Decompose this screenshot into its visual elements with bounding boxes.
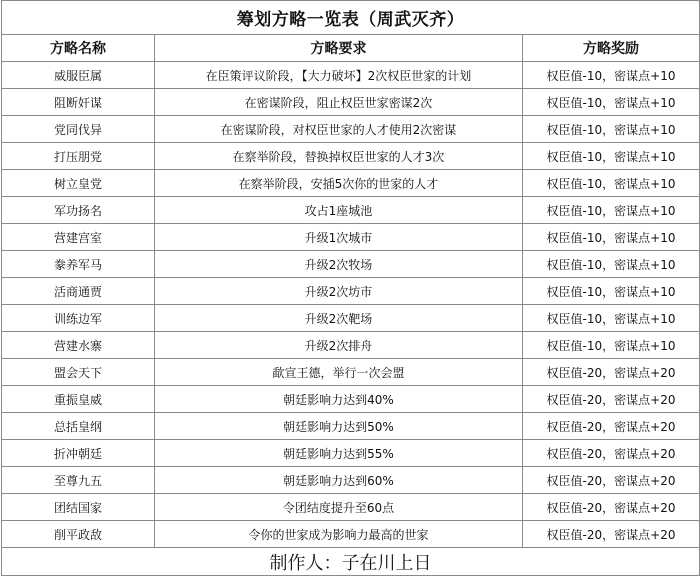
strategy-requirement-cell: 朝廷影响力达到40%: [155, 386, 523, 413]
strategy-sheet: [1, 0, 699, 583]
strategy-requirement-cell: 在察举阶段，安插5次你的世家的人才: [155, 170, 523, 197]
strategy-reward-cell: 权臣值-10，密谋点+10: [523, 224, 700, 251]
table-row: [2, 278, 700, 305]
table-title: 筹划方略一览表（周武灭齐）: [2, 1, 700, 35]
table-row: [2, 440, 700, 467]
strategy-reward-cell: 权臣值-10，密谋点+10: [523, 116, 700, 143]
table-row: [2, 116, 700, 143]
strategy-requirement-cell: 攻占1座城池: [155, 197, 523, 224]
strategy-name-cell: 阻断奸谋: [2, 89, 155, 116]
title-row: [2, 1, 700, 35]
strategy-name-cell: 打压朋党: [2, 143, 155, 170]
table-row: [2, 170, 700, 197]
strategy-name-cell: 重振皇威: [2, 386, 155, 413]
strategy-requirement-cell: 升级2次坊市: [155, 278, 523, 305]
strategy-requirement-cell: 升级2次排舟: [155, 332, 523, 359]
strategy-name-cell: 训练边军: [2, 305, 155, 332]
strategy-name-cell: 总括皇纲: [2, 413, 155, 440]
table-row: [2, 413, 700, 440]
table-row: [2, 305, 700, 332]
strategy-name-cell: 树立皇党: [2, 170, 155, 197]
strategy-reward-cell: 权臣值-10，密谋点+10: [523, 332, 700, 359]
author-credit: 制作人：子在川上日: [2, 548, 700, 576]
strategy-reward-cell: 权臣值-20，密谋点+20: [523, 386, 700, 413]
strategy-name-cell: 党同伐异: [2, 116, 155, 143]
strategy-requirement-cell: 升级2次牧场: [155, 251, 523, 278]
strategy-reward-cell: 权臣值-10，密谋点+10: [523, 62, 700, 89]
table-row: [2, 143, 700, 170]
strategy-requirement-cell: 朝廷影响力达到55%: [155, 440, 523, 467]
strategy-requirement-cell: 令你的世家成为影响力最高的世家: [155, 521, 523, 548]
strategy-requirement-cell: 升级1次城市: [155, 224, 523, 251]
strategy-requirement-cell: 在臣策评议阶段，【大力破坏】2次权臣世家的计划: [155, 62, 523, 89]
strategy-name-cell: 威服臣属: [2, 62, 155, 89]
strategy-name-cell: 军功扬名: [2, 197, 155, 224]
strategy-reward-cell: 权臣值-20，密谋点+20: [523, 413, 700, 440]
footer-row: [2, 548, 700, 576]
table-row: [2, 224, 700, 251]
strategy-name-cell: 营建水寨: [2, 332, 155, 359]
table-row: [2, 89, 700, 116]
table-row: [2, 386, 700, 413]
strategy-requirement-cell: 朝廷影响力达到50%: [155, 413, 523, 440]
strategy-name-cell: 活商通贾: [2, 278, 155, 305]
strategy-requirement-cell: 升级2次靶场: [155, 305, 523, 332]
table-row: [2, 197, 700, 224]
header-name: 方略名称: [2, 35, 155, 62]
table-row: [2, 467, 700, 494]
strategy-reward-cell: 权臣值-10，密谋点+10: [523, 170, 700, 197]
table-row: [2, 359, 700, 386]
strategy-name-cell: 团结国家: [2, 494, 155, 521]
table-row: [2, 332, 700, 359]
strategy-reward-cell: 权臣值-10，密谋点+10: [523, 143, 700, 170]
strategy-reward-cell: 权臣值-10，密谋点+10: [523, 89, 700, 116]
strategy-reward-cell: 权臣值-20，密谋点+20: [523, 467, 700, 494]
strategy-requirement-cell: 在察举阶段，替换掉权臣世家的人才3次: [155, 143, 523, 170]
strategy-name-cell: 折冲朝廷: [2, 440, 155, 467]
strategy-reward-cell: 权臣值-10，密谋点+10: [523, 197, 700, 224]
strategy-requirement-cell: 令团结度提升至60点: [155, 494, 523, 521]
strategy-requirement-cell: 朝廷影响力达到60%: [155, 467, 523, 494]
strategy-reward-cell: 权臣值-20，密谋点+20: [523, 521, 700, 548]
strategy-reward-cell: 权臣值-10，密谋点+10: [523, 278, 700, 305]
strategy-name-cell: 削平政敌: [2, 521, 155, 548]
header-row: [2, 35, 700, 62]
strategy-reward-cell: 权臣值-10，密谋点+10: [523, 251, 700, 278]
header-reward: 方略奖励: [523, 35, 700, 62]
strategy-table: [1, 0, 700, 576]
table-row: [2, 62, 700, 89]
strategy-reward-cell: 权臣值-20，密谋点+20: [523, 440, 700, 467]
strategy-requirement-cell: 在密谋阶段，阻止权臣世家密谋2次: [155, 89, 523, 116]
strategy-name-cell: 营建宫室: [2, 224, 155, 251]
strategy-name-cell: 豢养军马: [2, 251, 155, 278]
table-row: [2, 521, 700, 548]
strategy-reward-cell: 权臣值-20，密谋点+20: [523, 359, 700, 386]
header-requirement: 方略要求: [155, 35, 523, 62]
strategy-reward-cell: 权臣值-10，密谋点+10: [523, 305, 700, 332]
strategy-name-cell: 至尊九五: [2, 467, 155, 494]
strategy-reward-cell: 权臣值-20，密谋点+20: [523, 494, 700, 521]
table-row: [2, 494, 700, 521]
strategy-name-cell: 盟会天下: [2, 359, 155, 386]
strategy-requirement-cell: 歃宣王德，举行一次会盟: [155, 359, 523, 386]
table-row: [2, 251, 700, 278]
strategy-requirement-cell: 在密谋阶段，对权臣世家的人才使用2次密谋: [155, 116, 523, 143]
